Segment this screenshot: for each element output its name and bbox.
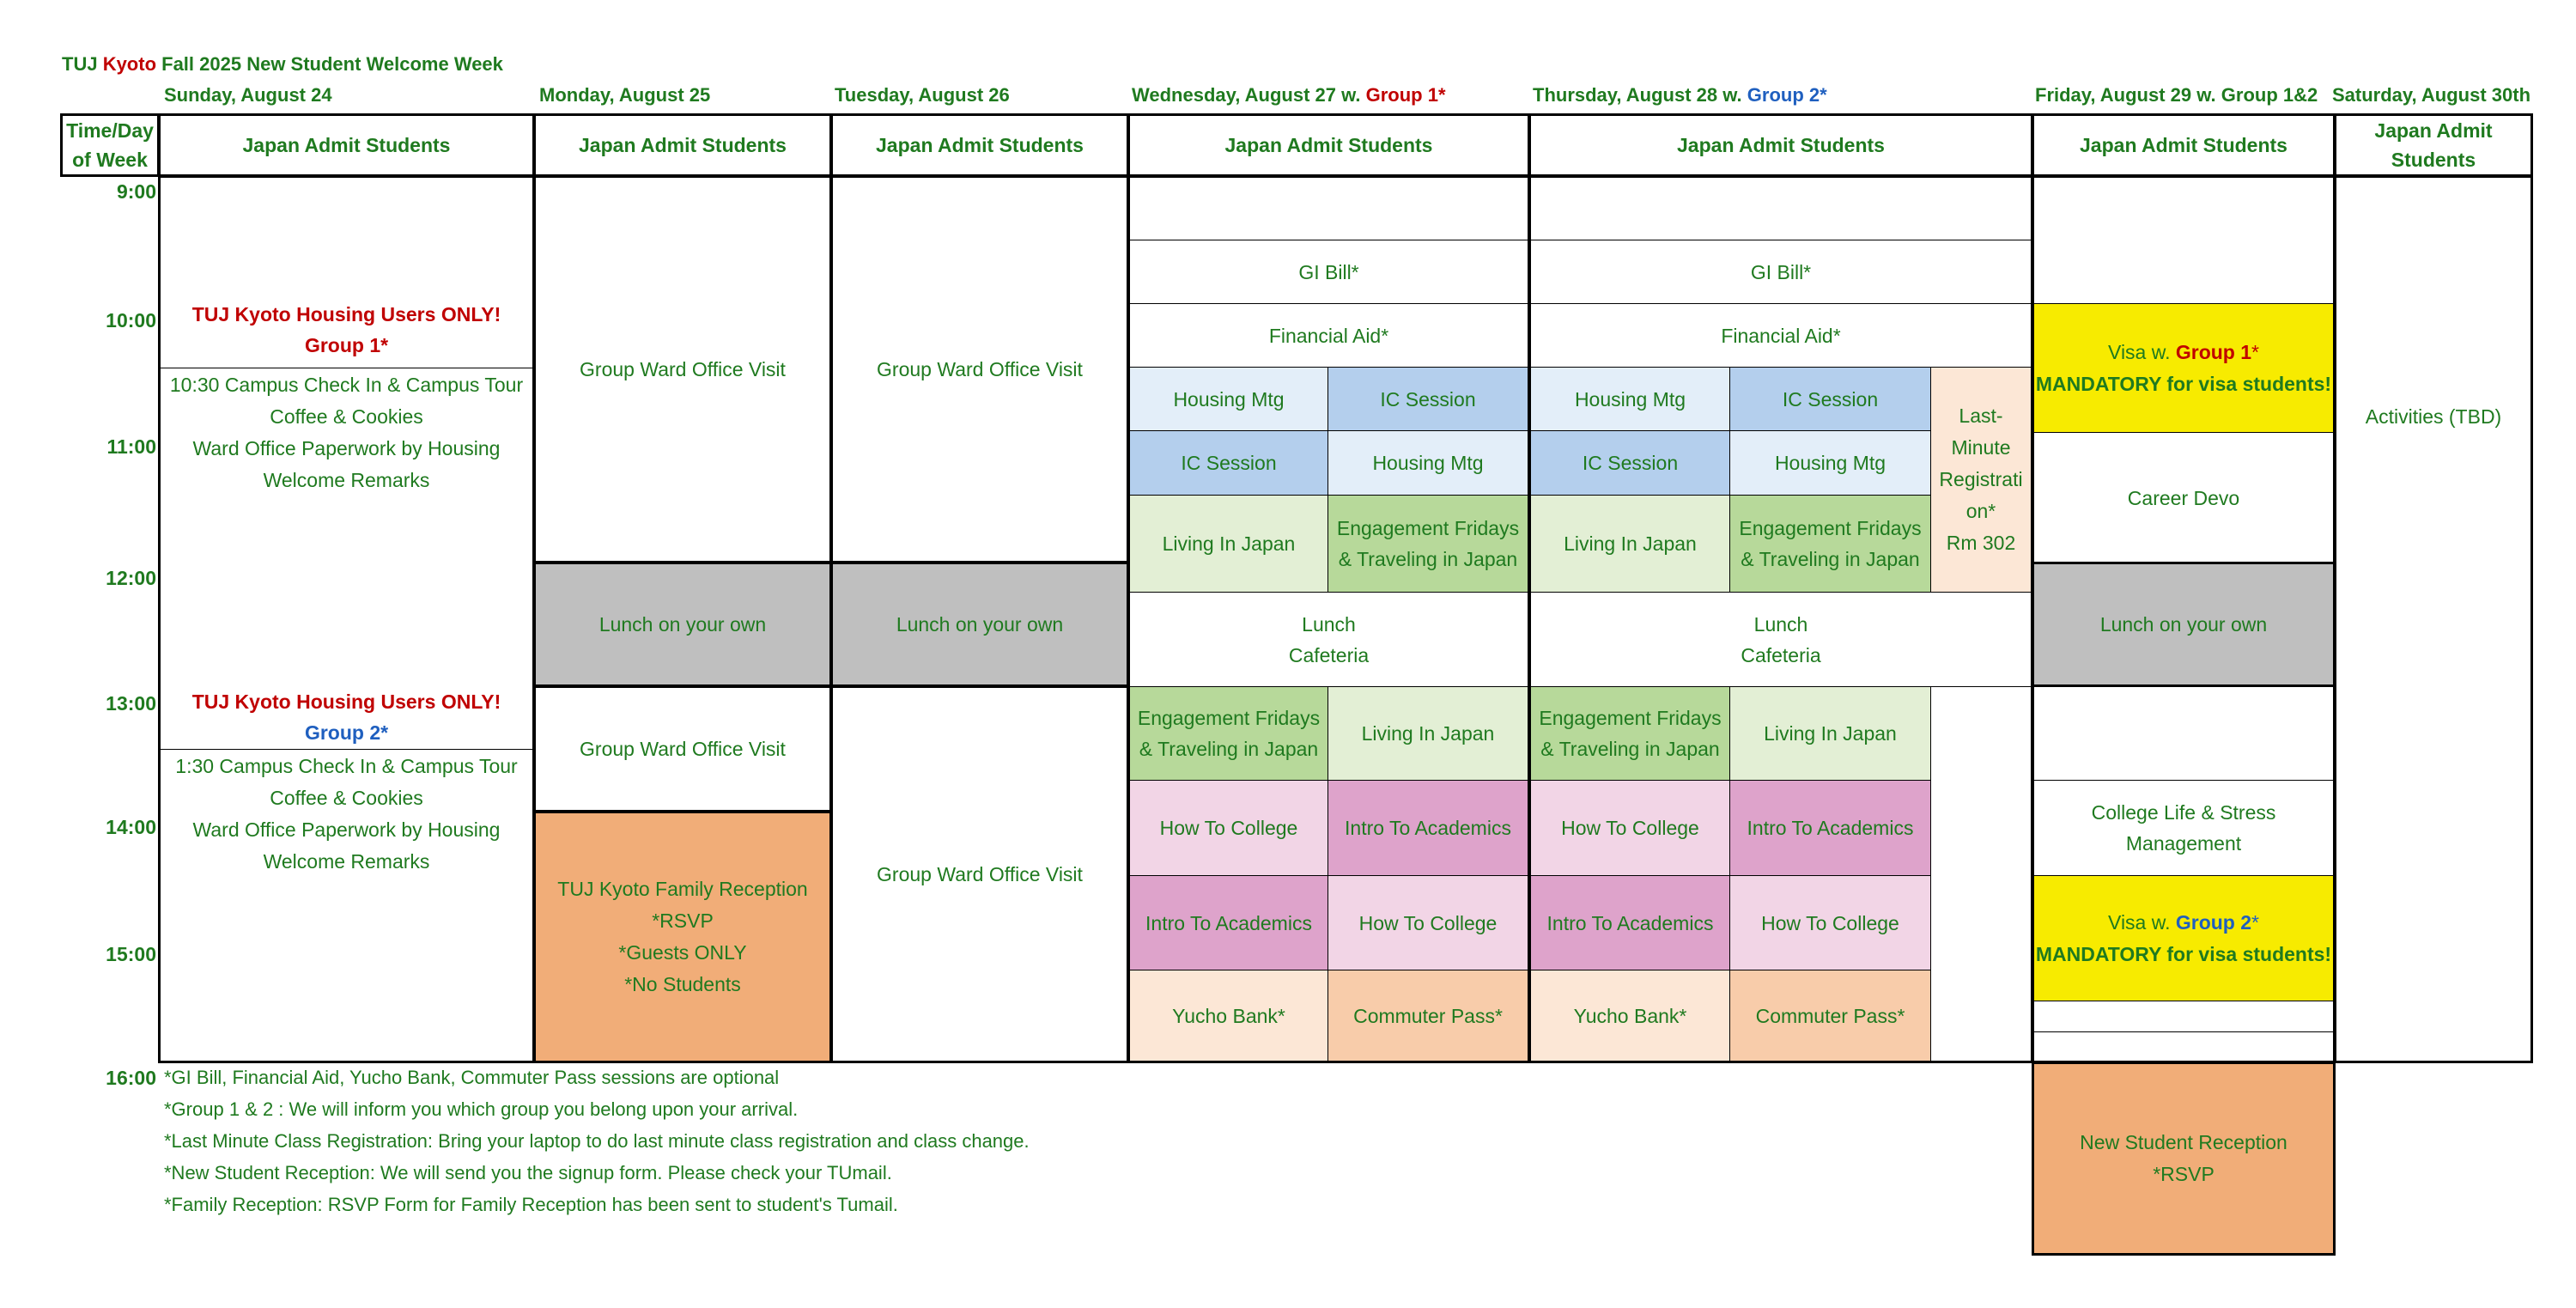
visa-asterisk: *	[2251, 910, 2259, 934]
friday-empty-slot	[2032, 1031, 2336, 1063]
header-line: of Week	[72, 149, 148, 171]
thursday-living-in-japan-2: Living In Japan	[1729, 686, 1931, 781]
reception-line: *RSVP	[652, 910, 714, 932]
thursday-how-to-college-2: How To College	[1729, 875, 1931, 970]
detail-line: 1:30 Campus Check In & Campus Tour	[175, 754, 518, 777]
session-line: Engagement Fridays	[1539, 707, 1722, 729]
time-label: 11:00	[106, 435, 156, 458]
session-line: Engagement Fridays	[1739, 517, 1922, 539]
visa-asterisk: *	[2251, 340, 2259, 363]
group1-label: Group 1*	[304, 334, 389, 356]
sunday-group2-header	[161, 685, 532, 749]
header-tuesday: Japan Admit Students	[830, 113, 1129, 177]
friday-visa-group2	[2032, 875, 2336, 1001]
sunday-group1-header	[161, 292, 532, 368]
friday-new-student-reception	[2032, 1062, 2336, 1256]
monday-ward-office-visit: Group Ward Office Visit	[533, 175, 832, 563]
thursday-last-minute-registration	[1930, 367, 2033, 593]
tuesday-ward-office-visit: Group Ward Office Visit	[830, 175, 1129, 563]
detail-line: Coffee & Cookies	[270, 405, 423, 428]
wednesday-financial-aid: Financial Aid*	[1127, 303, 1530, 368]
thursday-intro-to-academics: Intro To Academics	[1729, 780, 1931, 876]
session-line: on*	[1965, 500, 1996, 522]
session-line: & Traveling in Japan	[1338, 548, 1518, 570]
wednesday-living-in-japan-2: Living In Japan	[1327, 686, 1530, 781]
detail-line: 10:30 Campus Check In & Campus Tour	[169, 373, 524, 396]
thursday-how-to-college: How To College	[1528, 780, 1730, 876]
title-kyoto: Kyoto	[102, 53, 157, 75]
wednesday-yucho-bank: Yucho Bank*	[1127, 970, 1328, 1063]
header-line: Time/Day	[66, 119, 154, 142]
visa-text: Visa w.	[2108, 910, 2176, 934]
session-line: & Traveling in Japan	[1741, 548, 1920, 570]
header-monday: Japan Admit Students	[533, 113, 832, 177]
wednesday-housing-mtg: Housing Mtg	[1127, 367, 1328, 431]
header-wednesday: Japan Admit Students	[1127, 113, 1530, 177]
wednesday-commuter-pass: Commuter Pass*	[1327, 970, 1530, 1063]
sunday-group2-details	[161, 749, 532, 878]
thursday-commuter-pass: Commuter Pass*	[1729, 970, 1931, 1063]
header-sunday: Japan Admit Students	[158, 113, 535, 177]
footnote: *Group 1 & 2 : We will inform you which group you belong upon your arrival.	[164, 1098, 799, 1120]
visa-line	[2108, 337, 2259, 368]
thursday-engagement-fridays	[1729, 495, 1931, 593]
wednesday-9am-empty	[1127, 175, 1530, 240]
wednesday-ic-session-2: IC Session	[1127, 430, 1328, 496]
header-thursday: Japan Admit Students	[1528, 113, 2033, 177]
detail-line: Ward Office Paperwork by Housing	[192, 436, 501, 459]
sunday-group1-details	[161, 368, 532, 496]
detail-line: Welcome Remarks	[263, 849, 430, 873]
session-line: Management	[2125, 832, 2242, 855]
mandatory-label: MANDATORY for visa students!	[2035, 942, 2332, 965]
session-line: Lunch	[1302, 612, 1356, 636]
header-time-of-week	[60, 113, 160, 177]
tuesday-ward-office-visit-2: Group Ward Office Visit	[830, 685, 1129, 1063]
friday-college-life	[2032, 780, 2336, 876]
time-label: 10:00	[106, 309, 156, 332]
day-heading-text: Thursday, August 28 w.	[1533, 84, 1747, 106]
day-heading-monday: Monday, August 25	[539, 84, 711, 106]
thursday-9am-empty	[1528, 175, 2033, 240]
wednesday-housing-mtg-2: Housing Mtg	[1327, 430, 1530, 496]
header-saturday	[2334, 113, 2533, 177]
thursday-housing-mtg: Housing Mtg	[1528, 367, 1730, 431]
monday-lunch: Lunch on your own	[533, 562, 832, 687]
wednesday-engagement-fridays-2	[1127, 686, 1328, 781]
reception-line: *No Students	[624, 973, 741, 995]
wednesday-lunch-cafeteria	[1127, 592, 1530, 687]
thursday-ic-session-2: IC Session	[1528, 430, 1730, 496]
activities-label: Activities (TBD)	[2365, 405, 2502, 428]
wednesday-intro-to-academics: Intro To Academics	[1327, 780, 1530, 876]
day-heading-sunday: Sunday, August 24	[164, 84, 332, 106]
group2-label: Group 2*	[304, 721, 389, 744]
friday-visa-group1	[2032, 303, 2336, 433]
session-line: Cafeteria	[1288, 643, 1370, 666]
session-line: & Traveling in Japan	[1139, 738, 1319, 760]
reception-line: New Student Reception	[2080, 1131, 2287, 1153]
page-title	[62, 53, 503, 76]
footnote: *Family Reception: RSVP Form for Family Reception has been sent to student's Tumail.	[164, 1194, 898, 1215]
wednesday-living-in-japan: Living In Japan	[1127, 495, 1328, 593]
friday-1pm-empty	[2032, 686, 2336, 781]
session-line: Minute	[1951, 436, 2011, 459]
footnote: *GI Bill, Financial Aid, Yucho Bank, Commuter Pass sessions are optional	[164, 1067, 780, 1088]
header-friday: Japan Admit Students	[2032, 113, 2336, 177]
thursday-ic-session: IC Session	[1729, 367, 1931, 431]
day-heading-text: Wednesday, August 27 w.	[1132, 84, 1366, 106]
thursday-financial-aid: Financial Aid*	[1528, 303, 2033, 368]
session-line: Rm 302	[1946, 532, 2016, 554]
reception-line: TUJ Kyoto Family Reception	[557, 878, 808, 900]
session-line: Cafeteria	[1741, 643, 1821, 666]
day-heading-tuesday: Tuesday, August 26	[835, 84, 1010, 106]
group2-label: Group 2*	[1747, 84, 1827, 106]
reception-line: *Guests ONLY	[618, 941, 747, 964]
header-line: Students	[2391, 149, 2476, 171]
thursday-gi-bill: GI Bill*	[1528, 240, 2033, 304]
thursday-engagement-fridays-2	[1528, 686, 1730, 781]
day-heading-saturday: Saturday, August 30th	[2332, 84, 2531, 106]
thursday-yucho-bank: Yucho Bank*	[1528, 970, 1730, 1063]
day-heading-wednesday	[1132, 84, 1446, 106]
wednesday-intro-to-academics-2: Intro To Academics	[1127, 875, 1328, 970]
detail-line: Welcome Remarks	[263, 468, 430, 491]
monday-family-reception	[533, 811, 832, 1063]
session-line: Engagement Fridays	[1137, 707, 1321, 729]
group1-label: Group 1	[2175, 340, 2252, 363]
footnote: *Last Minute Class Registration: Bring your laptop to do last minute class registration and class change.	[164, 1130, 1030, 1152]
title-part: TUJ	[62, 53, 103, 75]
thursday-housing-mtg-2: Housing Mtg	[1729, 430, 1931, 496]
session-line: Engagement Fridays	[1336, 517, 1520, 539]
wednesday-how-to-college: How To College	[1127, 780, 1328, 876]
housing-users-title: TUJ Kyoto Housing Users ONLY!	[191, 691, 501, 713]
header-line: Japan Admit	[2374, 119, 2493, 142]
thursday-intro-to-academics-2: Intro To Academics	[1528, 875, 1730, 970]
session-line: & Traveling in Japan	[1540, 738, 1720, 760]
time-label: 13:00	[106, 692, 156, 715]
time-label: 12:00	[106, 567, 156, 589]
monday-ward-office-visit-2: Group Ward Office Visit	[533, 685, 832, 812]
reception-line: *RSVP	[2153, 1163, 2215, 1185]
tuesday-lunch: Lunch on your own	[830, 562, 1129, 687]
time-label: 14:00	[106, 816, 156, 838]
footnote: *New Student Reception: We will send you the signup form. Please check your TUmail.	[164, 1162, 892, 1183]
time-label: 16:00	[106, 1067, 156, 1089]
time-label: 9:00	[116, 180, 156, 203]
wednesday-ic-session: IC Session	[1327, 367, 1530, 431]
session-line: Registrati	[1939, 468, 2023, 490]
session-line: Last-	[1959, 405, 2003, 427]
time-label: 15:00	[106, 943, 156, 965]
day-heading-friday: Friday, August 29 w. Group 1&2	[2035, 84, 2318, 106]
group1-label: Group 1*	[1365, 84, 1446, 106]
thursday-living-in-japan: Living In Japan	[1528, 495, 1730, 593]
saturday-activities	[2334, 175, 2533, 1063]
friday-lunch: Lunch on your own	[2032, 562, 2336, 687]
visa-text: Visa w.	[2108, 340, 2176, 363]
friday-career-devo: Career Devo	[2032, 432, 2336, 563]
session-line: College Life & Stress	[2091, 801, 2276, 824]
visa-line	[2108, 907, 2259, 939]
housing-users-title: TUJ Kyoto Housing Users ONLY!	[191, 303, 501, 325]
title-part: Fall 2025 New Student Welcome Week	[156, 53, 503, 75]
group2-label: Group 2	[2175, 910, 2252, 934]
thursday-lunch-cafeteria	[1528, 592, 2033, 687]
detail-line: Coffee & Cookies	[270, 786, 423, 809]
day-heading-thursday	[1533, 84, 1827, 106]
detail-line: Ward Office Paperwork by Housing	[192, 818, 501, 841]
mandatory-label: MANDATORY for visa students!	[2035, 372, 2332, 395]
wednesday-engagement-fridays	[1327, 495, 1530, 593]
wednesday-how-to-college-2: How To College	[1327, 875, 1530, 970]
friday-empty-slot	[2032, 1001, 2336, 1032]
session-line: Lunch	[1753, 612, 1808, 636]
wednesday-gi-bill: GI Bill*	[1127, 240, 1530, 304]
